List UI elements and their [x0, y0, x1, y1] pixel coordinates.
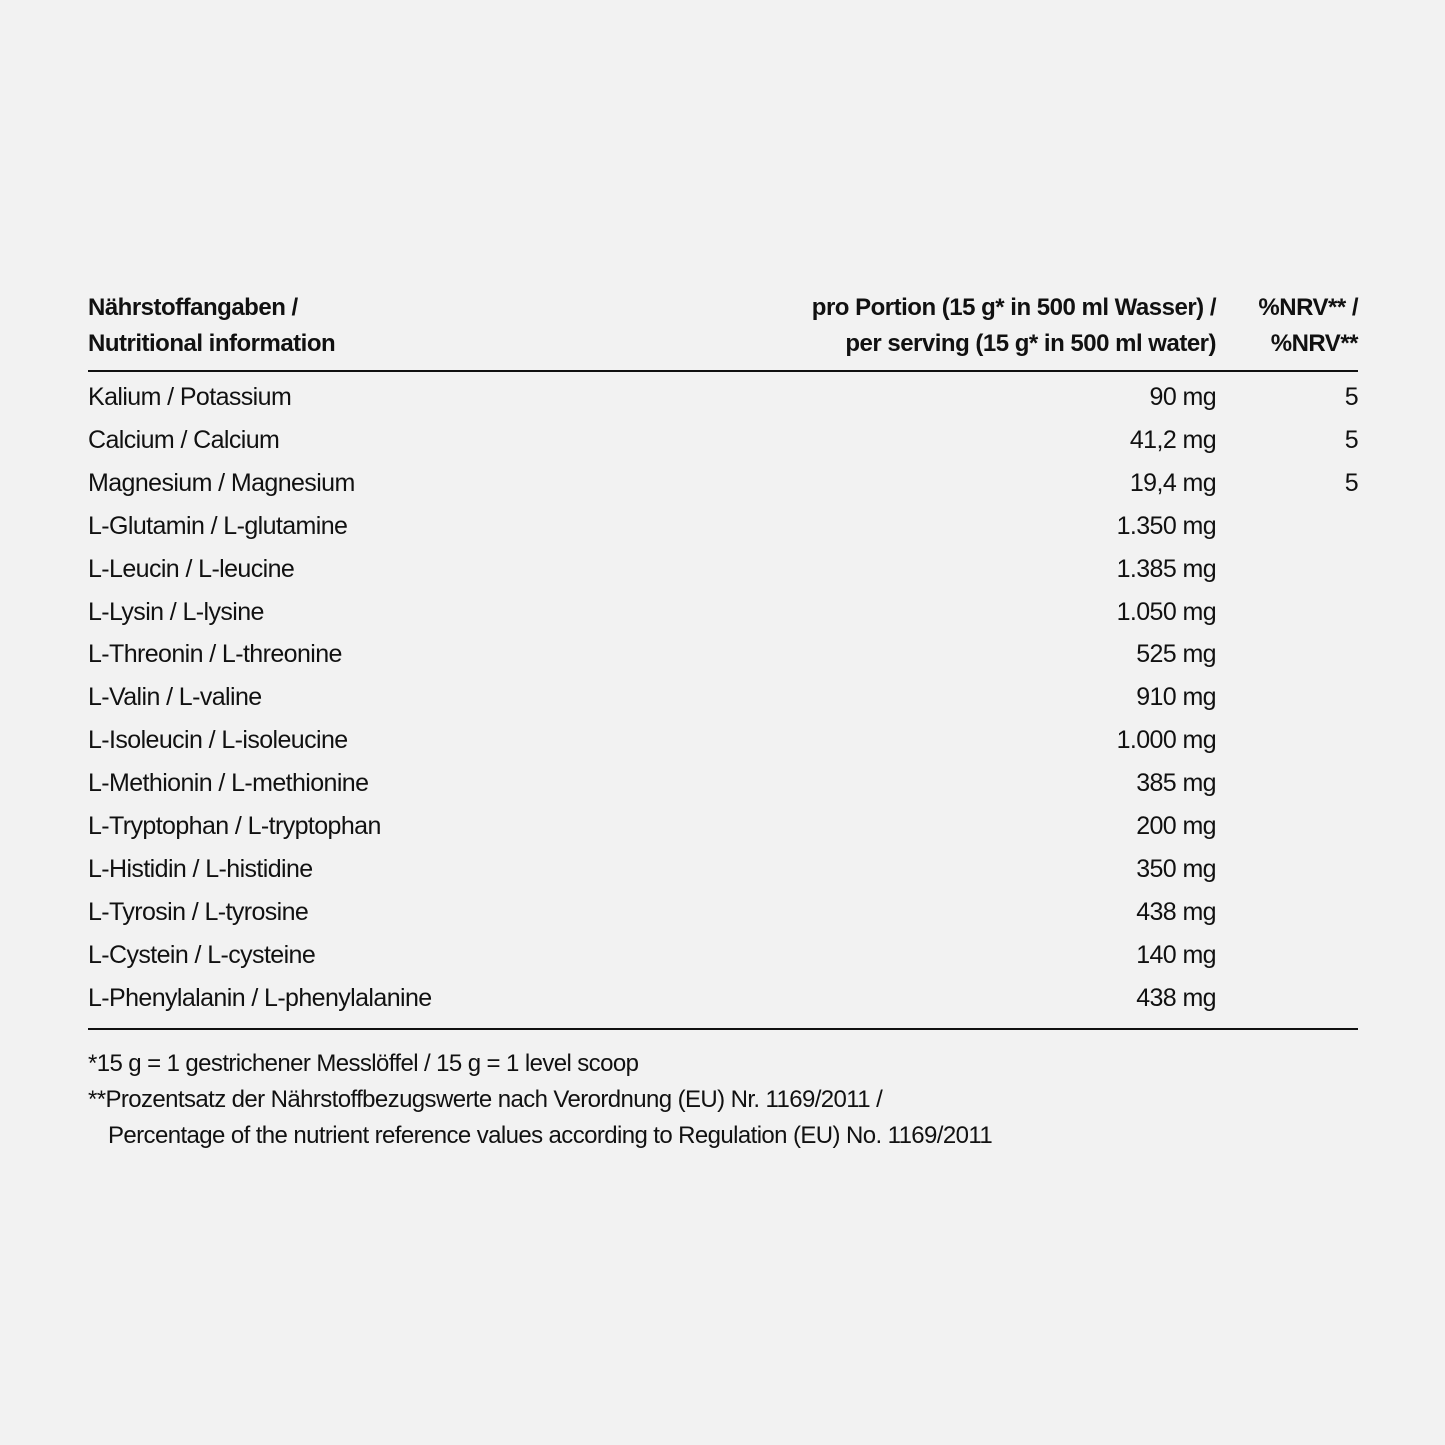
- nutrition-table: [88, 290, 1358, 1154]
- table-row: [88, 376, 1358, 419]
- footnote-nrv-en: Percentage of the nutrient reference values according to Regulation (EU) No. 1169/2011: [108, 1121, 993, 1149]
- nutrient-nrv: 5: [1344, 383, 1358, 411]
- table-body: [88, 372, 1358, 1030]
- nutrient-amount: 1.000 mg: [1116, 726, 1216, 755]
- table-row: [88, 633, 1358, 676]
- nutrient-amount: 1.350 mg: [1116, 511, 1216, 540]
- nutrient-name: Magnesium / Magnesium: [88, 468, 355, 497]
- footnotes: [88, 1046, 1358, 1154]
- table-row: [88, 719, 1358, 762]
- table-row: [88, 419, 1358, 462]
- header-nrv-de: %NRV** /: [1258, 294, 1358, 321]
- table-row: [88, 848, 1358, 891]
- nutrient-amount: 438 mg: [1136, 983, 1216, 1012]
- nutrient-amount: 385 mg: [1136, 769, 1216, 798]
- nutrient-nrv: 5: [1344, 468, 1358, 497]
- footnote-nrv-de: **Prozentsatz der Nährstoffbezugswerte nach Verordnung (EU) Nr. 1169/2011 /: [88, 1085, 883, 1113]
- table-row: [88, 505, 1358, 548]
- nutrient-name: L-Methionin / L-methionine: [88, 769, 369, 798]
- nutrient-amount: 1.050 mg: [1116, 597, 1216, 626]
- nutrient-name: Calcium / Calcium: [88, 425, 280, 454]
- table-row: [88, 462, 1358, 505]
- header-per-serving-de: pro Portion (15 g* in 500 ml Wasser) /: [811, 294, 1216, 321]
- nutrient-name: L-Isoleucin / L-isoleucine: [88, 726, 348, 755]
- header-nutrient: [88, 290, 516, 362]
- footnote-serving: *15 g = 1 gestrichener Messlöffel / 15 g = 1 level scoop: [88, 1049, 639, 1077]
- nutrient-amount: 525 mg: [1136, 640, 1216, 669]
- nutrient-name: L-Leucin / L-leucine: [88, 554, 295, 583]
- nutrient-amount: 1.385 mg: [1116, 554, 1216, 583]
- table-row: [88, 762, 1358, 805]
- nutrient-name: L-Valin / L-valine: [88, 683, 262, 712]
- nutrient-nrv: 5: [1344, 425, 1358, 454]
- table-row: [88, 977, 1358, 1020]
- header-nrv: [1216, 290, 1358, 362]
- header-nutrient-de: Nährstoffangaben /: [88, 294, 298, 321]
- nutrient-amount: 910 mg: [1136, 683, 1216, 712]
- nutrient-name: L-Threonin / L-threonine: [88, 640, 342, 669]
- header-nrv-en: %NRV**: [1270, 330, 1358, 357]
- table-row: [88, 934, 1358, 977]
- nutrient-name: L-Lysin / L-lysine: [88, 597, 264, 626]
- table-row: [88, 805, 1358, 848]
- nutrient-amount: 438 mg: [1136, 897, 1216, 926]
- table-row: [88, 591, 1358, 634]
- table-row: [88, 548, 1358, 591]
- nutrient-name: L-Cystein / L-cysteine: [88, 940, 316, 969]
- table-header: [88, 290, 1358, 372]
- nutrient-name: L-Phenylalanin / L-phenylalanine: [88, 983, 432, 1012]
- nutrient-name: L-Histidin / L-histidine: [88, 854, 313, 883]
- nutrient-amount: 90 mg: [1149, 383, 1216, 411]
- nutrient-amount: 200 mg: [1136, 812, 1216, 841]
- table-row: [88, 676, 1358, 719]
- nutrient-amount: 350 mg: [1136, 854, 1216, 883]
- nutrient-amount: 41,2 mg: [1129, 425, 1216, 454]
- header-per-serving: [516, 290, 1216, 362]
- nutrient-amount: 19,4 mg: [1129, 468, 1216, 497]
- header-per-serving-en: per serving (15 g* in 500 ml water): [845, 330, 1216, 357]
- nutrient-name: Kalium / Potassium: [88, 383, 292, 411]
- table-row: [88, 891, 1358, 934]
- nutrient-name: L-Glutamin / L-glutamine: [88, 511, 348, 540]
- nutrient-name: L-Tryptophan / L-tryptophan: [88, 812, 381, 841]
- header-nutrient-en: Nutritional information: [88, 330, 336, 357]
- nutrient-amount: 140 mg: [1136, 940, 1216, 969]
- nutrient-name: L-Tyrosin / L-tyrosine: [88, 897, 309, 926]
